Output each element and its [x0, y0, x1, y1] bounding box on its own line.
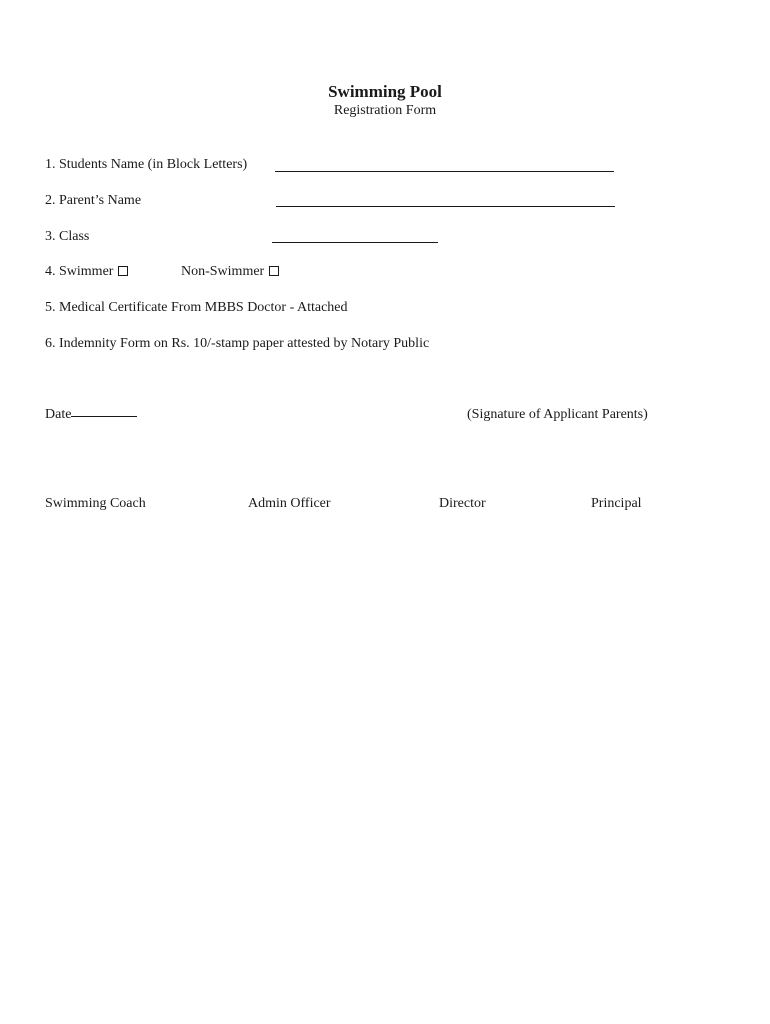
indemnity-form-label: 6. Indemnity Form on Rs. 10/-stamp paper attested by Notary Public — [45, 336, 430, 351]
signatory-director: Director — [439, 496, 486, 511]
non-swimmer-checkbox[interactable] — [269, 266, 279, 276]
signatory-principal: Principal — [591, 496, 642, 511]
signatory-admin-officer: Admin Officer — [248, 496, 331, 511]
swimmer-label: 4. Swimmer — [45, 264, 114, 279]
swimmer-option — [45, 264, 128, 280]
form-subtitle: Registration Form — [333, 103, 437, 118]
signatory-swimming-coach: Swimming Coach — [45, 496, 146, 511]
non-swimmer-label: Non-Swimmer — [181, 264, 265, 279]
non-swimmer-option — [181, 264, 279, 280]
medical-certificate-label: 5. Medical Certificate From MBBS Doctor - Attached — [45, 300, 348, 315]
applicant-signature-label: (Signature of Applicant Parents) — [467, 407, 648, 422]
student-name-field[interactable] — [275, 171, 614, 172]
swimmer-checkbox[interactable] — [118, 266, 128, 276]
parent-name-label: 2. Parent’s Name — [45, 193, 142, 208]
date-field — [45, 407, 137, 423]
date-input-line[interactable] — [71, 416, 137, 417]
parent-name-field[interactable] — [276, 206, 615, 207]
student-name-label: 1. Students Name (in Block Letters) — [45, 157, 248, 172]
class-field[interactable] — [272, 242, 438, 243]
form-title: Swimming Pool — [328, 82, 442, 101]
date-label: Date — [45, 407, 72, 422]
class-label: 3. Class — [45, 229, 90, 244]
